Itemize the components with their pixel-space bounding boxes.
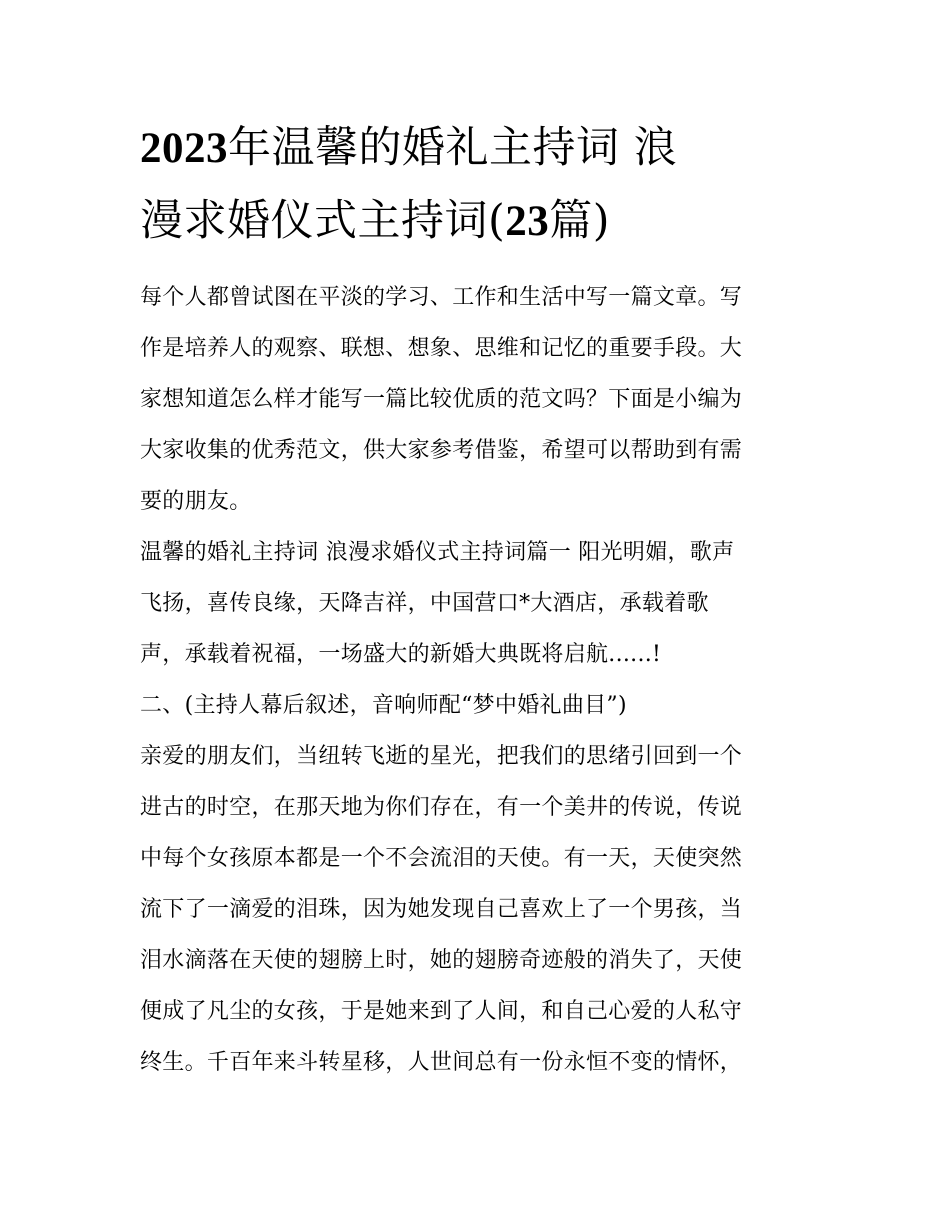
text-line: 声，承载着祝福，一场盛大的新婚大典既将启航......! <box>140 642 662 667</box>
text-line: 作是培养人的观察、联想、想象、思维和记忆的重要手段。大 <box>140 336 743 361</box>
opening-paragraph <box>140 527 815 680</box>
text-line: 流下了一滴爱的泪珠，因为她发现自己喜欢上了一个男孩，当 <box>140 897 743 922</box>
text-line: 亲爱的朋友们，当纽转飞逝的星光，把我们的思绪引回到一个 <box>140 744 743 769</box>
intro-paragraph <box>140 272 815 527</box>
text-line: 终生。千百年来斗转星移，人世间总有一份永恒不变的情怀， <box>140 1050 743 1075</box>
text-line: 每个人都曾试图在平淡的学习、工作和生活中写一篇文章。写 <box>140 285 743 310</box>
text-line: 飞扬，喜传良缘，天降吉祥，中国营口*大酒店，承载着歌 <box>140 591 709 616</box>
title-line-1: 2023年温馨的婚礼主持词 浪 <box>140 123 678 173</box>
text-line: 要的朋友。 <box>140 489 252 514</box>
text-line: 温馨的婚礼主持词 浪漫求婚仪式主持词篇一 阳光明媚，歌声 <box>140 540 735 565</box>
document-title <box>140 112 815 258</box>
section-heading <box>140 680 815 731</box>
story-paragraph <box>140 731 815 1088</box>
text-line: 便成了凡尘的女孩，于是她来到了人间，和自己心爱的人私守 <box>140 999 743 1024</box>
text-line: 进古的时空，在那天地为你们存在，有一个美井的传说，传说 <box>140 795 743 820</box>
text-line: 中每个女孩原本都是一个不会流泪的天使。有一天，天使突然 <box>140 846 743 871</box>
title-line-2: 漫求婚仪式主持词(23篇) <box>140 196 611 246</box>
text-line: 泪水滴落在天使的翅膀上时，她的翅膀奇迹般的消失了，天使 <box>140 948 743 973</box>
text-line: 家想知道怎么样才能写一篇比较优质的范文吗？下面是小编为 <box>140 387 743 412</box>
document-content <box>140 112 815 1088</box>
text-line: 二、(主持人幕后叙述，音响师配“梦中婚礼曲目”) <box>140 693 627 718</box>
text-line: 大家收集的优秀范文，供大家参考借鉴，希望可以帮助到有需 <box>140 438 743 463</box>
